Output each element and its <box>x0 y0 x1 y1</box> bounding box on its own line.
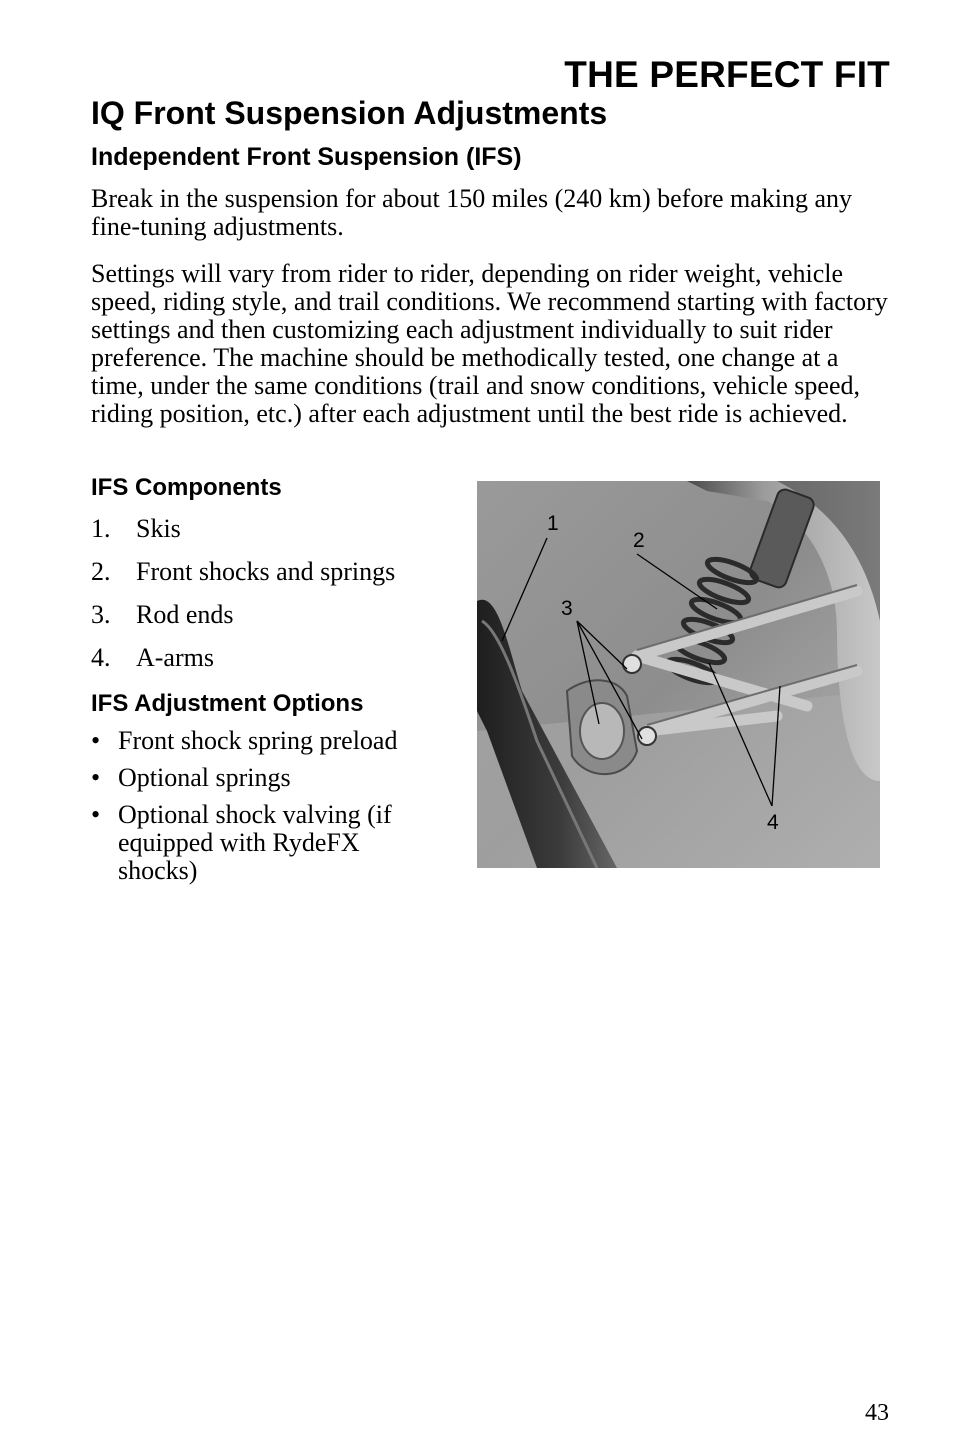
list-number: 2. <box>91 557 111 586</box>
list-label: Optional shock valving (if equipped with RydeFX shocks) <box>118 800 392 885</box>
components-heading: IFS Components <box>91 474 282 501</box>
callout-label-4: 4 <box>767 811 779 834</box>
bullet-icon: • <box>91 763 101 792</box>
list-number: 1. <box>91 514 111 543</box>
list-label: A-arms <box>136 643 214 672</box>
list-item <box>91 514 395 557</box>
ifs-suspension-photo <box>477 481 880 868</box>
list-item <box>91 600 395 643</box>
bullet-icon: • <box>91 726 101 755</box>
list-number: 3. <box>91 600 111 629</box>
rod-end-upper <box>623 655 641 673</box>
list-label: Front shocks and springs <box>136 557 396 586</box>
callout-label-3: 3 <box>561 597 573 620</box>
settings-paragraph: Settings will vary from rider to rider, depending on rider weight, vehicle speed, riding style, and trail conditions. We recommend starting with factory settings and then customizing each adjustment individually to suit rider preference. The machine should be methodically tested, one change at a time, under the same conditions (trail and snow conditions, vehicle speed, riding position, etc.) after each adjustment until the best ride is achieved. <box>91 259 888 428</box>
options-list <box>91 727 431 894</box>
list-number: 4. <box>91 643 111 672</box>
list-item <box>91 643 395 686</box>
list-label: Front shock spring preload <box>118 726 398 755</box>
spindle-hub <box>580 703 624 759</box>
list-label: Optional springs <box>118 763 291 792</box>
subsection-title: Independent Front Suspension (IFS) <box>91 143 522 171</box>
list-item <box>91 764 431 792</box>
bullet-icon: • <box>91 800 101 829</box>
list-label: Rod ends <box>136 600 234 629</box>
components-list <box>91 514 395 686</box>
list-label: Skis <box>136 514 181 543</box>
callout-label-2: 2 <box>633 529 645 552</box>
page-header-title: THE PERFECT FIT <box>564 54 890 95</box>
list-item <box>91 557 395 600</box>
list-item <box>91 727 431 755</box>
options-heading: IFS Adjustment Options <box>91 690 364 717</box>
list-item <box>91 801 431 885</box>
page-number: 43 <box>865 1400 889 1426</box>
break-in-paragraph: Break in the suspension for about 150 miles (240 km) before making any fine-tuning adjustments. <box>91 184 853 241</box>
callout-label-1: 1 <box>547 512 559 535</box>
section-title: IQ Front Suspension Adjustments <box>91 95 608 131</box>
